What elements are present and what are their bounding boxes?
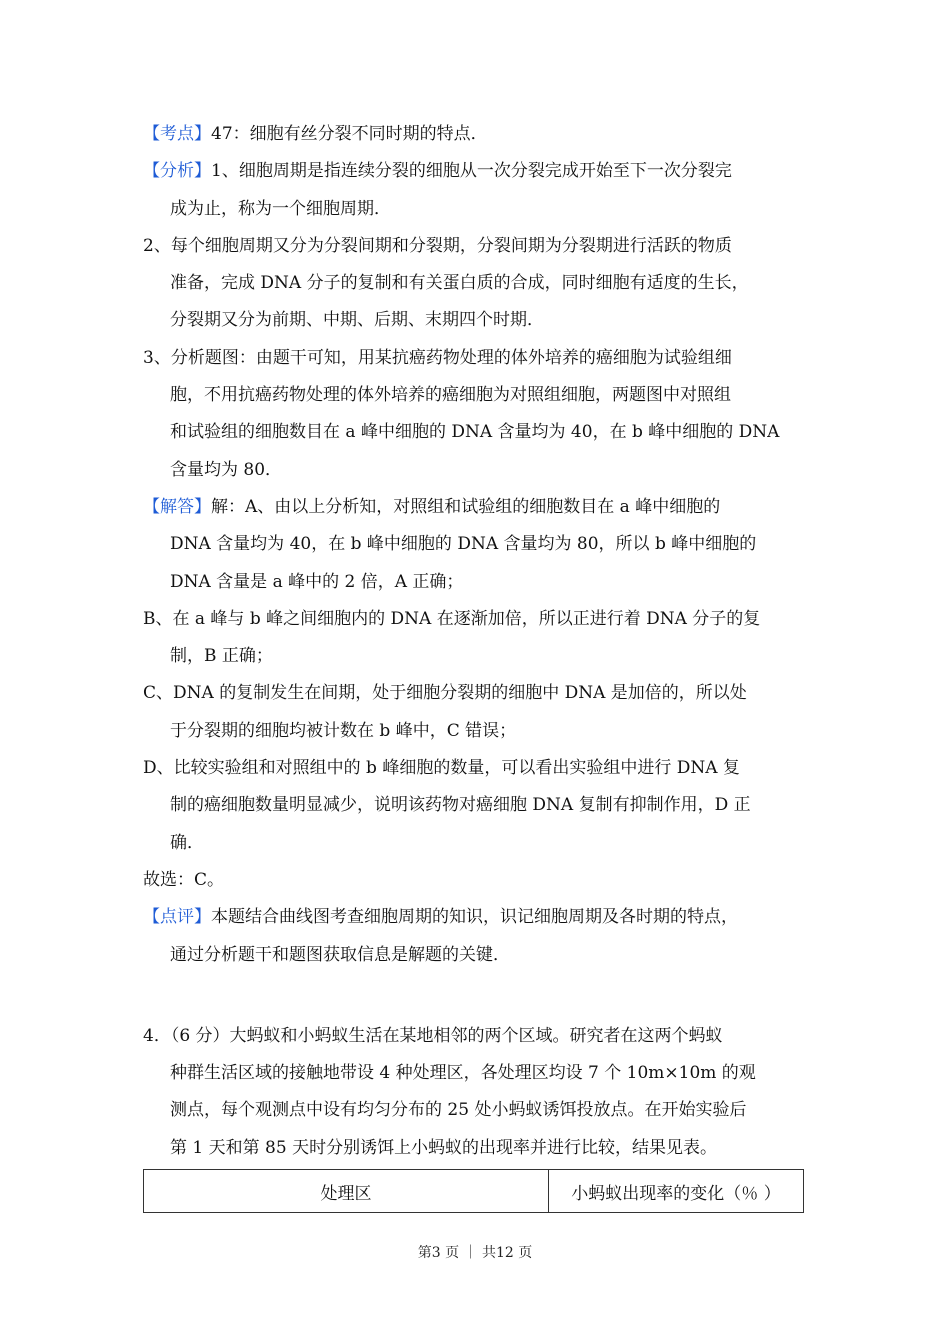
point2-line: 分裂期又分为前期、中期、后期、末期四个时期． xyxy=(170,310,544,331)
jieda-line: DNA 含量是 a 峰中的 2 倍，A 正确； xyxy=(170,571,464,592)
page-footer: 第3 页 ｜ 共12 页 xyxy=(417,1245,533,1261)
jieda-paragraph: 【解答】解：A、由以上分析知，对照组和试验组的细胞数目在 a 峰中细胞的 xyxy=(143,496,721,517)
dianping-tag: 【点评】 xyxy=(143,907,211,928)
result-table xyxy=(143,1169,804,1213)
option-d-line: 制的癌细胞数量明显减少，说明该药物对癌细胞 DNA 复制有抑制作用，D 正 xyxy=(170,795,751,816)
dianping-line: 通过分析题干和题图获取信息是解题的关键． xyxy=(170,944,510,965)
fenxi-tag: 【分析】 xyxy=(143,161,211,182)
point3-line: 和试验组的细胞数目在 a 峰中细胞的 DNA 含量均为 40，在 b 峰中细胞的 DNA xyxy=(170,422,780,443)
option-c-line: C、DNA 的复制发生在间期，处于细胞分裂期的细胞中 DNA 是加倍的，所以处 xyxy=(143,683,747,704)
table-header-zone: 处理区 xyxy=(144,1170,549,1213)
dianping-paragraph: 【点评】本题结合曲线图考查细胞周期的知识，识记细胞周期及各时期的特点， xyxy=(143,907,738,928)
option-c-line: 于分裂期的细胞均被计数在 b 峰中，C 错误； xyxy=(170,720,517,741)
point2-line: 准备，完成 DNA 分子的复制和有关蛋白质的合成，同时细胞有适度的生长， xyxy=(170,273,749,294)
question-4-line: 种群生活区域的接触地带设 4 种处理区，各处理区均设 7 个 10m×10m 的观 xyxy=(170,1063,756,1084)
jieda-line: DNA 含量均为 40，在 b 峰中细胞的 DNA 含量均为 80，所以 b 峰中细胞的 xyxy=(170,534,757,555)
question-4-line: 测点，每个观测点中设有均匀分布的 25 处小蚂蚁诱饵投放点。在开始实验后 xyxy=(170,1100,747,1121)
kaodian-tag: 【考点】 xyxy=(143,124,211,144)
jieda-tag: 【解答】 xyxy=(143,496,211,517)
point3-line: 3、分析题图：由题干可知，用某抗癌药物处理的体外培养的癌细胞为试验组细 xyxy=(143,347,732,368)
point3-line: 胞，不用抗癌药物处理的体外培养的癌细胞为对照组细胞，两题图中对照组 xyxy=(170,385,731,406)
spacer xyxy=(143,974,808,1018)
question-4-line: 4．（6 分）大蚂蚁和小蚂蚁生活在某地相邻的两个区域。研究者在这两个蚂蚁 xyxy=(143,1025,723,1046)
option-d-line: D、比较实验组和对照组中的 b 峰细胞的数量，可以看出实验组中进行 DNA 复 xyxy=(143,758,740,779)
fenxi-paragraph: 【分析】1、细胞周期是指连续分裂的细胞从一次分裂完成开始至下一次分裂完 xyxy=(143,161,732,182)
question-4-line: 第 1 天和第 85 天时分别诱饵上小蚂蚁的出现率并进行比较，结果见表。 xyxy=(170,1137,718,1158)
answer-line: 故选：C。 xyxy=(143,869,225,890)
document-body xyxy=(143,116,808,1213)
option-b-line: B、在 a 峰与 b 峰之间细胞内的 DNA 在逐渐加倍，所以正进行着 DNA 分子的复 xyxy=(143,608,761,629)
table-row xyxy=(144,1170,804,1213)
option-b-line: 制，B 正确； xyxy=(170,646,273,667)
point2-line: 2、每个细胞周期又分为分裂间期和分裂期，分裂间期为分裂期进行活跃的物质 xyxy=(143,235,732,256)
table-header-rate: 小蚂蚁出现率的变化（％ ） xyxy=(549,1170,804,1213)
fenxi-line: 成为止，称为一个细胞周期． xyxy=(170,198,391,219)
option-d-line: 确． xyxy=(170,832,204,853)
point3-line: 含量均为 80． xyxy=(170,459,283,480)
kaodian-paragraph: 【考点】47：细胞有丝分裂不同时期的特点． xyxy=(143,124,488,144)
